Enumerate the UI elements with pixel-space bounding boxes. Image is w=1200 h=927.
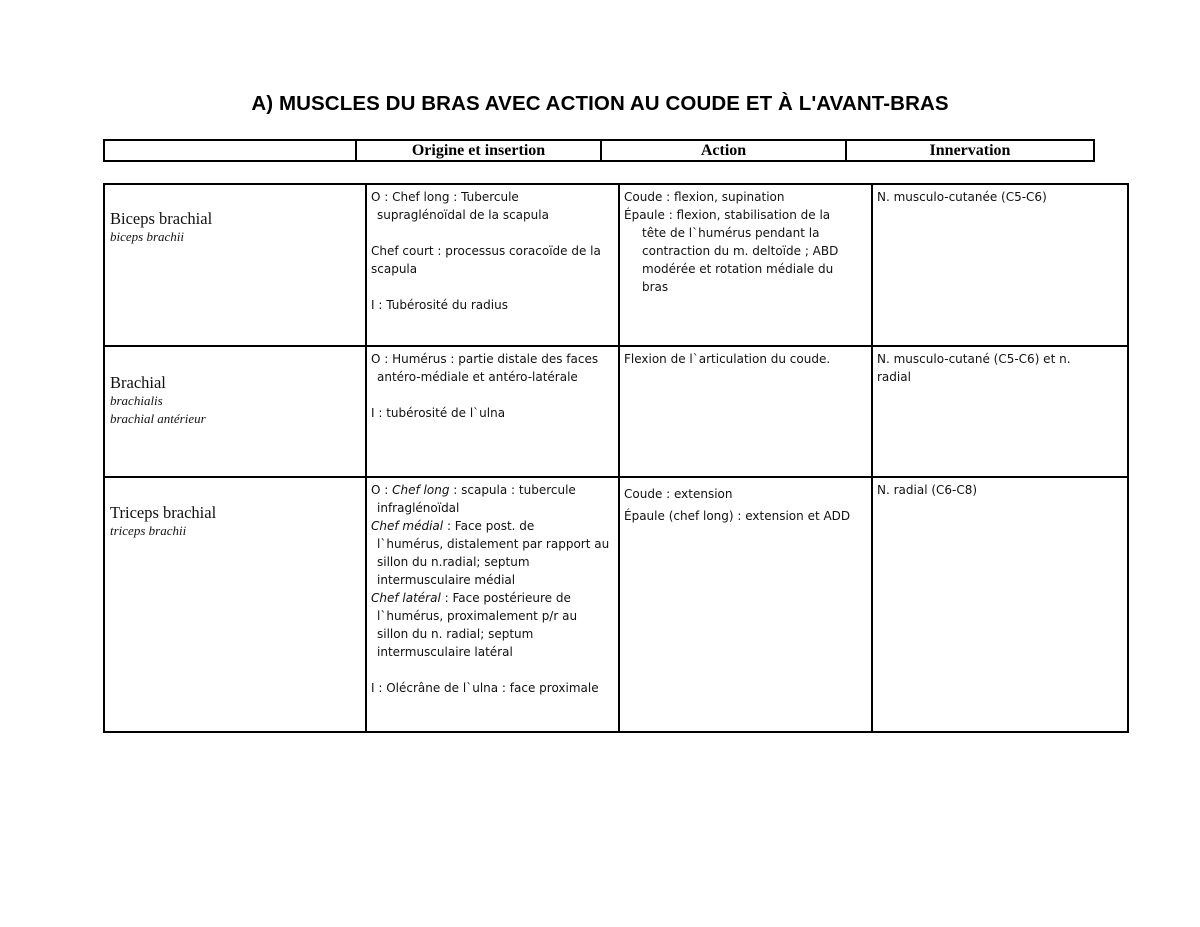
origin-line: intermusculaire latéral bbox=[377, 645, 513, 659]
origin-text: : Face postérieure de bbox=[440, 591, 571, 605]
innervation-cell bbox=[872, 184, 1128, 346]
muscle-cell bbox=[104, 346, 366, 477]
action-cell bbox=[619, 477, 872, 732]
origin-insertion-cell bbox=[366, 477, 619, 732]
action-line: Coude : extension bbox=[624, 487, 733, 501]
origin-line: antéro-médiale et antéro-latérale bbox=[377, 370, 578, 384]
header-action: Action bbox=[601, 140, 846, 161]
head-label: Chef médial bbox=[371, 519, 444, 533]
muscle-name: Triceps brachial bbox=[110, 503, 217, 522]
origin-insertion-cell bbox=[366, 184, 619, 346]
origin-line bbox=[371, 188, 614, 206]
header-table bbox=[103, 139, 1095, 162]
innervation-line: N. musculo-cutané (C5-C6) et n. bbox=[877, 352, 1071, 366]
origin-prefix: O : bbox=[371, 190, 393, 204]
action-line: Épaule : flexion, stabilisation de la bbox=[624, 208, 831, 222]
muscle-name: Biceps brachial bbox=[110, 209, 213, 228]
action-cell bbox=[619, 184, 872, 346]
table-row bbox=[104, 184, 1128, 346]
origin-text: Chef long : Tubercule bbox=[392, 190, 519, 204]
action-line: modérée et rotation médiale du bbox=[642, 262, 834, 276]
insertion-line: I : Olécrâne de l`ulna : face proximale bbox=[371, 681, 599, 695]
muscle-cell bbox=[104, 184, 366, 346]
action-line: bras bbox=[642, 280, 669, 294]
muscle-latin-name: biceps brachii bbox=[110, 229, 185, 244]
page-title: A) MUSCLES DU BRAS AVEC ACTION AU COUDE ET À L'AVANT-BRAS bbox=[251, 92, 949, 115]
action-cell bbox=[619, 346, 872, 477]
header-origin-insertion: Origine et insertion bbox=[356, 140, 601, 161]
origin-line: O : Humérus : partie distale des faces bbox=[371, 352, 599, 366]
muscle-cell bbox=[104, 477, 366, 732]
muscle-table bbox=[103, 183, 1129, 733]
origin-line: sillon du n. radial; septum bbox=[377, 627, 534, 641]
action-line: contraction du m. deltoïde ; ABD bbox=[642, 244, 839, 258]
action-line: Flexion de l`articulation du coude. bbox=[624, 352, 831, 366]
origin-line: scapula bbox=[371, 262, 418, 276]
head-label: Chef latéral bbox=[371, 591, 441, 605]
origin-prefix: O : bbox=[371, 483, 393, 497]
head-label: Chef long bbox=[392, 483, 450, 497]
origin-line: Chef court : processus coracoïde de la bbox=[371, 244, 601, 258]
origin-line: supraglénoïdal de la scapula bbox=[377, 208, 549, 222]
origin-insertion-cell bbox=[366, 346, 619, 477]
action-line: tête de l`humérus pendant la bbox=[642, 226, 820, 240]
muscle-latin-name: brachialis bbox=[110, 393, 163, 408]
origin-text: : scapula : tubercule bbox=[449, 483, 576, 497]
innervation-cell bbox=[872, 346, 1128, 477]
origin-line bbox=[371, 517, 614, 535]
origin-line: l`humérus, proximalement p/r au bbox=[377, 609, 578, 623]
origin-line bbox=[371, 481, 614, 499]
action-line: Épaule (chef long) : extension et ADD bbox=[624, 509, 851, 523]
action-line: Coude : flexion, supination bbox=[624, 190, 785, 204]
innervation-line: radial bbox=[877, 370, 911, 384]
muscle-alt-name: brachial antérieur bbox=[110, 411, 206, 426]
header-innervation: Innervation bbox=[846, 140, 1094, 161]
muscle-name: Brachial bbox=[110, 373, 166, 392]
origin-line: infraglénoïdal bbox=[377, 501, 460, 515]
insertion-line: I : Tubérosité du radius bbox=[371, 298, 508, 312]
table-row bbox=[104, 346, 1128, 477]
header-muscle-cell bbox=[104, 140, 356, 161]
muscle-latin-name: triceps brachii bbox=[110, 523, 187, 538]
origin-text: : Face post. de bbox=[443, 519, 535, 533]
origin-line: l`humérus, distalement par rapport au bbox=[377, 537, 610, 551]
innervation-cell bbox=[872, 477, 1128, 732]
innervation-line: N. musculo-cutanée (C5-C6) bbox=[877, 190, 1047, 204]
innervation-line: N. radial (C6-C8) bbox=[877, 483, 978, 497]
origin-line: intermusculaire médial bbox=[377, 573, 516, 587]
insertion-line: I : tubérosité de l`ulna bbox=[371, 406, 506, 420]
origin-line bbox=[371, 589, 614, 607]
table-row bbox=[104, 477, 1128, 732]
origin-line: sillon du n.radial; septum bbox=[377, 555, 530, 569]
